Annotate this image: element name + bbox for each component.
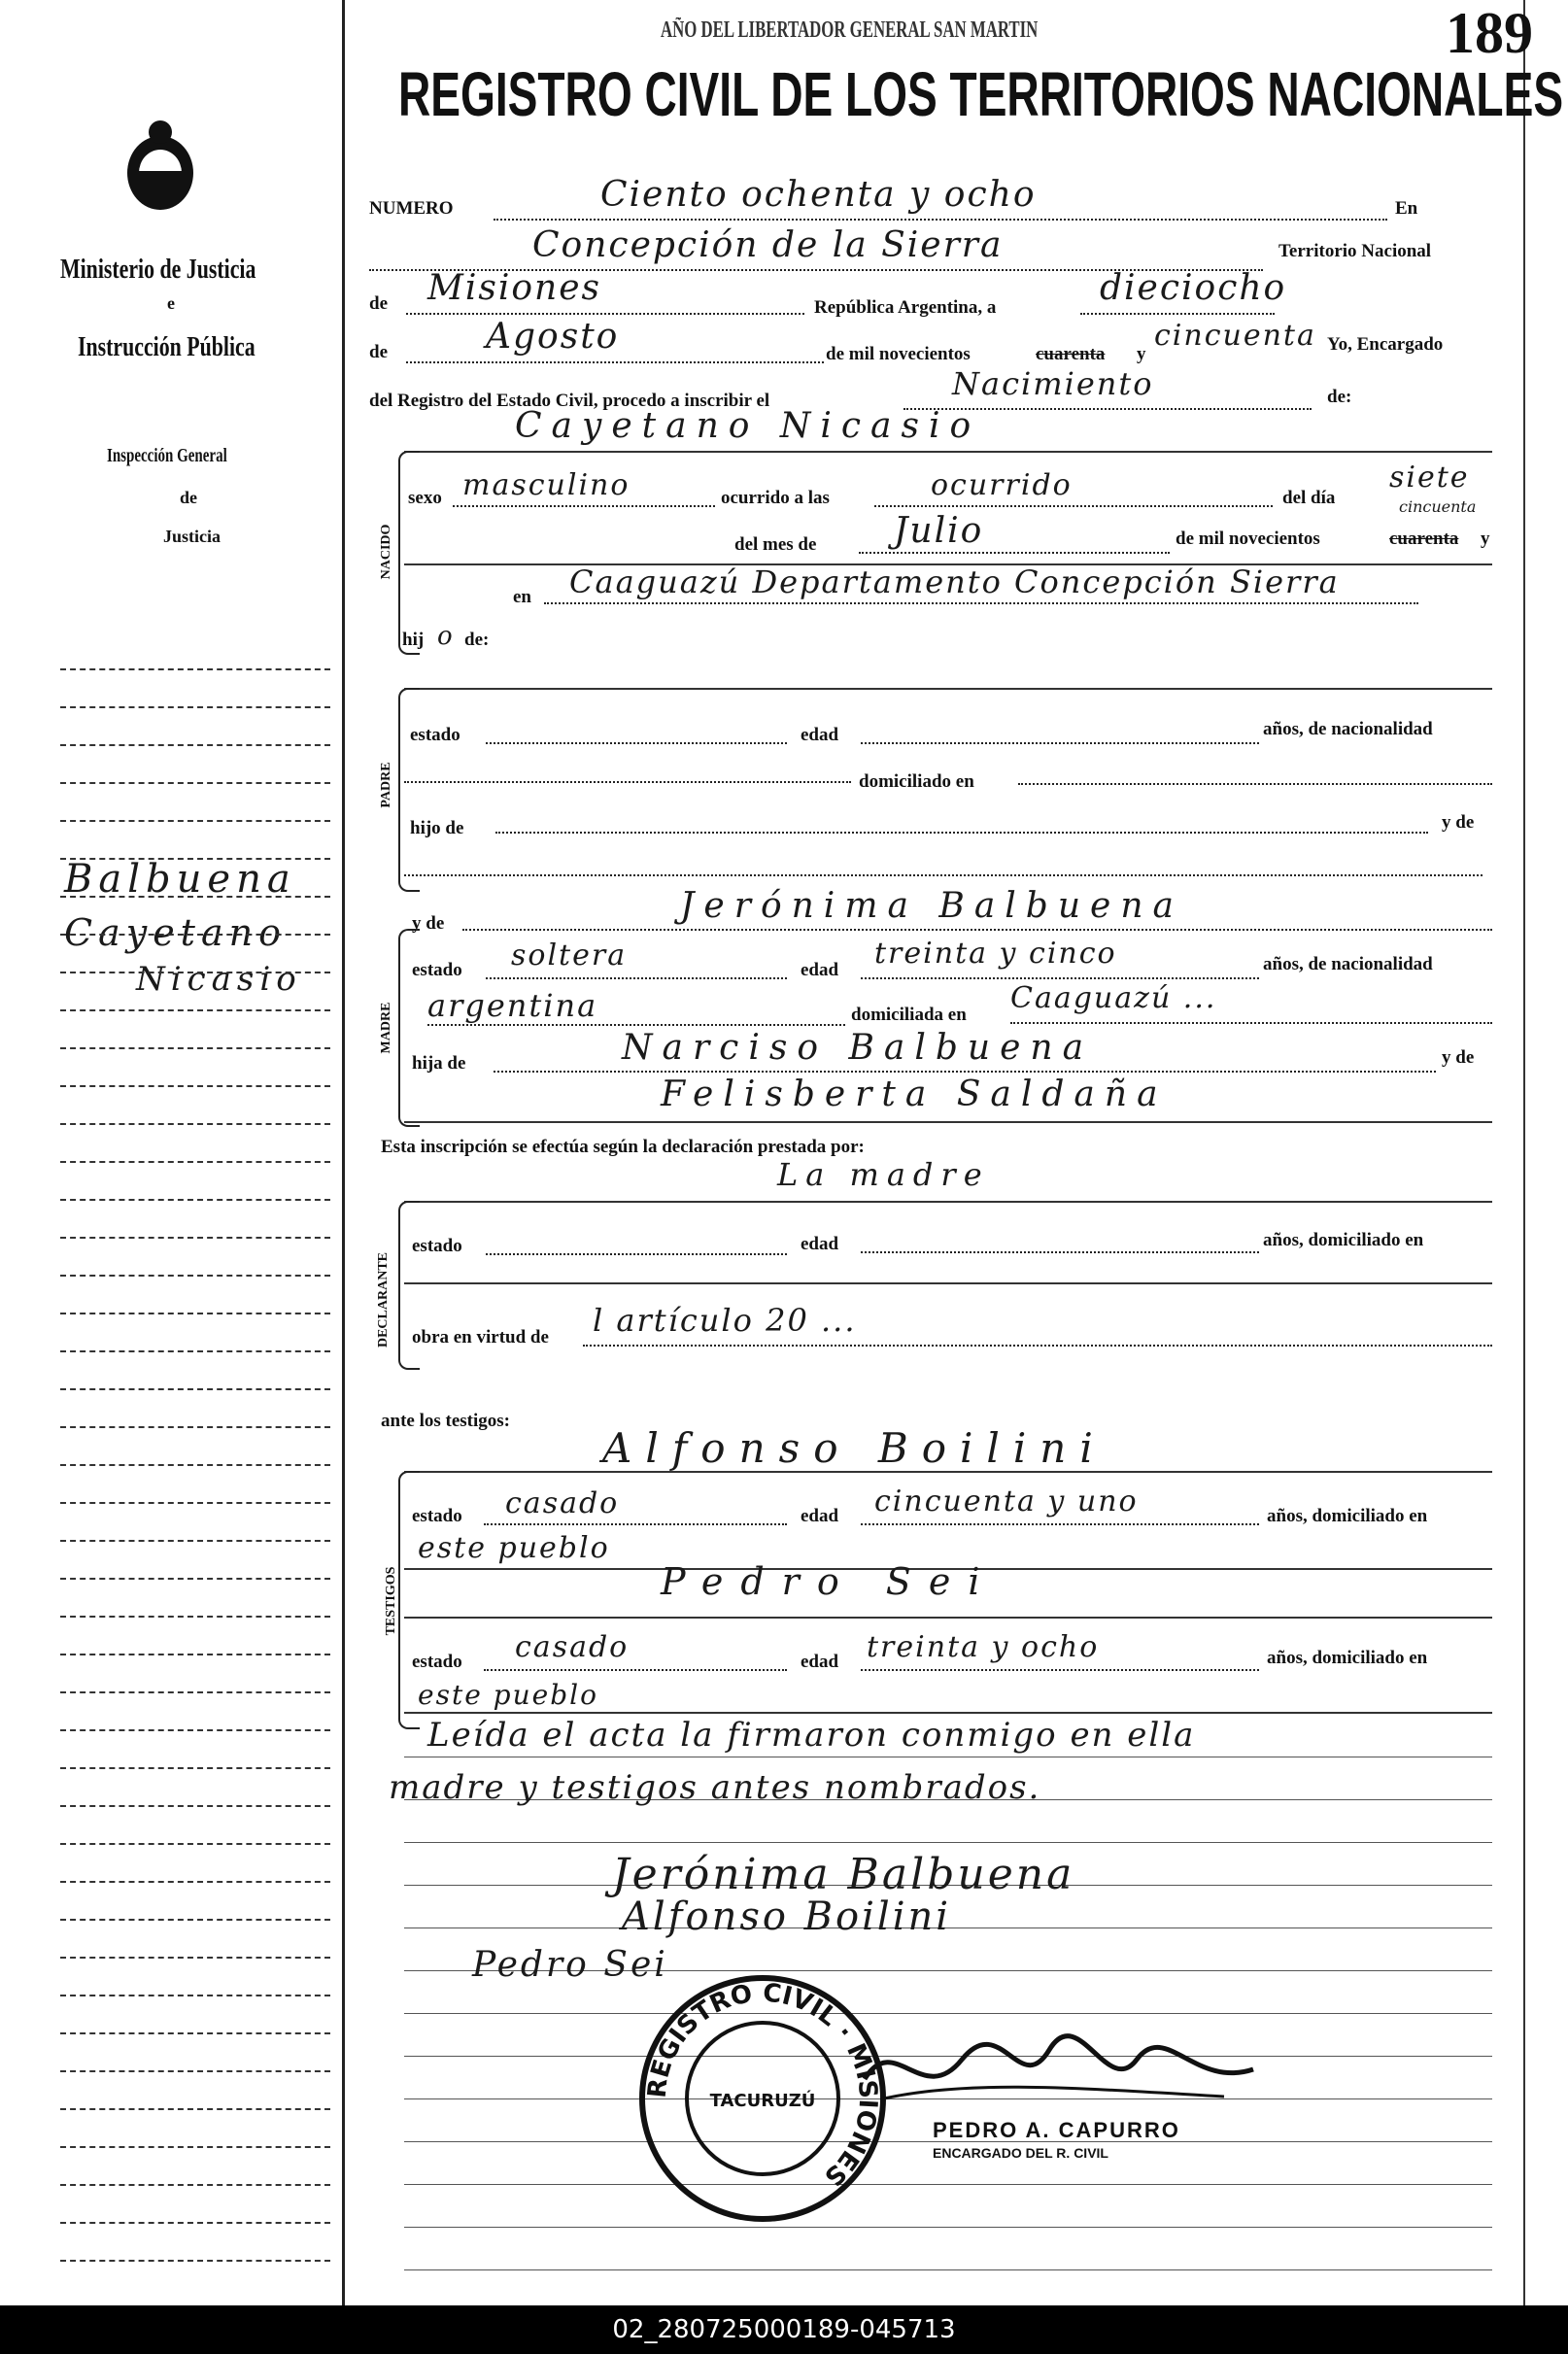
t1-estado-label: estado [412, 1506, 462, 1526]
top-banner: AÑO DEL LIBERTADOR GENERAL SAN MARTIN [661, 17, 1039, 43]
signature-1: Jerónima Balbuena [612, 1850, 1075, 1899]
ocurrido-label: ocurrido a las [721, 488, 830, 508]
sexo-label: sexo [408, 488, 442, 508]
sidebar-ruled-line [60, 1426, 330, 1428]
lugar-value: Concepción de la Sierra [532, 225, 1004, 265]
numero-dots [494, 219, 1387, 221]
sidebar-ruled-line [60, 896, 330, 898]
signature-3: Pedro Sei [472, 1945, 668, 1985]
sidebar-ruled-line [60, 782, 330, 784]
margin-rule-left [342, 0, 345, 2305]
padre-estado-dots [486, 742, 787, 744]
sidebar-ruled-line [60, 1805, 330, 1807]
t1-edad-dots [861, 1523, 1259, 1525]
stamp-center-text: TACURUZÚ [709, 2091, 816, 2111]
madre-nac-dots [427, 1024, 845, 1026]
sidebar-ruled-line [60, 972, 330, 973]
sidebar-ruled-line [60, 1995, 330, 1996]
closing-ruled-line [404, 2184, 1492, 2185]
t2-estado-label: estado [412, 1652, 462, 1672]
sexo-value: masculino [462, 468, 631, 502]
sidebar-ruled-line [60, 1957, 330, 1959]
madre-estado-value: soltera [511, 938, 628, 972]
sidebar-ruled-line [60, 1313, 330, 1314]
madre-nombre-dots [462, 929, 1492, 931]
padre-dom-dots [1018, 783, 1492, 785]
madre-madre-value: Felisberta Saldaña [661, 1075, 1168, 1114]
margin-rule-right [1523, 0, 1525, 2305]
sidebar-ruled-line [60, 1237, 330, 1239]
declarante-obra-label: obra en virtud de [412, 1327, 549, 1348]
declarante-obra-dots [583, 1345, 1492, 1347]
stamp-ring-text: REGISTRO CIVIL · MISIONES [642, 1978, 883, 2192]
t2-anios-label: años, domiciliado en [1267, 1648, 1428, 1668]
padre-hijo-label: hijo de [410, 818, 464, 838]
closing-line2: madre y testigos antes nombrados. [389, 1768, 1041, 1807]
t1-anios-label: años, domiciliado en [1267, 1506, 1428, 1526]
officer-title: ENCARGADO DEL R. CIVIL [933, 2145, 1108, 2161]
nacido-cuarenta-struck: cuarenta [1389, 529, 1459, 549]
republica-label: República Argentina, a [814, 297, 997, 318]
declarante-estado-label: estado [412, 1236, 462, 1256]
territorio-label: Territorio Nacional [1278, 241, 1432, 261]
dia-dots [1080, 313, 1275, 315]
sidebar-ruled-line [60, 1616, 330, 1618]
padre-domiciliado-label: domiciliado en [859, 771, 974, 792]
closing-line1: Leída el acta la firmaron conmigo en ella [427, 1716, 1196, 1755]
sexo-dots [453, 505, 715, 507]
sidebar-ruled-line [60, 1388, 330, 1390]
nacido-section-label: NACIDO [379, 524, 393, 580]
sidebar-ruled-line [60, 820, 330, 822]
nacido-bracket [398, 451, 420, 655]
t2-estado-dots [484, 1669, 787, 1671]
testigos-section-label: TESTIGOS [384, 1566, 398, 1636]
margin-note-line1: Balbuena [64, 857, 296, 902]
madre-hija-label: hija de [412, 1053, 466, 1074]
nacido-y-label: y [1481, 529, 1490, 549]
testigos-intro: ante los testigos: [381, 1411, 510, 1431]
territorio-dots [406, 313, 804, 315]
padre-hijo-dots [495, 832, 1428, 834]
padre-section-label: PADRE [379, 762, 393, 808]
sidebar-ruled-line [60, 1085, 330, 1087]
madre-rule-bottom [404, 1121, 1492, 1123]
de-label-1: de [369, 293, 388, 314]
dia-value: dieciocho [1100, 268, 1287, 308]
t1-domicilio-value: este pueblo [418, 1531, 610, 1565]
sidebar-ruled-line [60, 1123, 330, 1125]
sidebar-ruled-line [60, 1767, 330, 1769]
nacido-dia-value: siete [1389, 461, 1470, 495]
t1-edad-value: cincuenta y uno [874, 1484, 1139, 1518]
sidebar-ruled-line [60, 1881, 330, 1883]
nacido-en-label: en [513, 587, 531, 607]
document-code-footer: 02_280725000189-045713 [0, 2305, 1568, 2354]
sidebar-ruled-line [60, 1350, 330, 1352]
declarante-edad-label: edad [801, 1234, 839, 1254]
padre-rule-top [404, 688, 1492, 690]
ministry-line2: e [167, 293, 175, 313]
nacido-mes-dots [859, 552, 1170, 554]
madre-y-de-label: y de [412, 913, 445, 934]
madre-nacionalidad-value: argentina [427, 987, 598, 1024]
t1-estado-dots [484, 1523, 787, 1525]
sidebar-ruled-line [60, 706, 330, 708]
t2-domicilio-value: este pueblo [418, 1679, 598, 1711]
nacido-dia-note: cincuenta [1399, 497, 1477, 516]
margin-note-line3: Nicasio [136, 960, 302, 999]
sidebar-ruled-line [60, 934, 330, 936]
declarante-estado-dots [486, 1253, 787, 1255]
page-number: 189 [1446, 1, 1533, 65]
de-label-2: de [369, 342, 388, 362]
nacido-lugar-value: Caaguazú Departamento Concepción Sierra [569, 563, 1340, 600]
cuarenta-struck: cuarenta [1036, 344, 1106, 364]
sidebar-ruled-line [60, 2146, 330, 2148]
declarante-obra-value: l artículo 20 ... [593, 1302, 857, 1339]
sidebar-ruled-line [60, 2184, 330, 2186]
t2-rule-top [404, 1617, 1492, 1619]
sidebar-ruled-line [60, 1047, 330, 1049]
madre-estado-label: estado [412, 960, 462, 980]
ocurrido-value: ocurrido [931, 468, 1073, 502]
sidebar-ruled-line [60, 1540, 330, 1542]
declarante-edad-dots [861, 1251, 1259, 1253]
sidebar-ruled-line [60, 1654, 330, 1655]
signature-2: Alfonso Boilini [622, 1894, 952, 1939]
numero-value: Ciento ochenta y ocho [600, 175, 1037, 215]
madre-edad-label: edad [801, 960, 839, 980]
inspection-line2: de [180, 488, 197, 507]
hijo-value: o [437, 622, 455, 651]
sidebar-ruled-line [60, 1691, 330, 1693]
madre-bracket [398, 929, 420, 1127]
madre-dom-dots [1010, 1022, 1492, 1024]
dia-label: del día [1282, 488, 1336, 508]
t2-rule-bottom [404, 1712, 1492, 1714]
nacido-lugar-dots [544, 602, 1418, 604]
registro-label: del Registro del Estado Civil, procedo a inscribir el [369, 391, 770, 411]
t2-estado-value: casado [515, 1630, 630, 1664]
t2-edad-value: treinta y ocho [867, 1630, 1100, 1664]
testigo1-nombre: Alfonso Boilini [602, 1424, 1107, 1472]
territorio-value: Misiones [427, 268, 602, 308]
sidebar-ruled-line [60, 858, 330, 860]
sidebar-ruled-line [60, 1464, 330, 1466]
nacido-mes-value: Julio [894, 511, 984, 551]
sidebar-ruled-line [60, 1578, 330, 1580]
margin-note-line2: Cayetano [64, 911, 287, 954]
sidebar-ruled-line [60, 744, 330, 746]
mil-label: de mil novecientos [826, 344, 971, 364]
y-label-1: y [1137, 344, 1146, 364]
madre-edad-dots [861, 977, 1259, 979]
declarante-section-label: DECLARANTE [376, 1252, 391, 1348]
declarante-rule-top [404, 1201, 1492, 1203]
coat-of-arms-icon [117, 117, 204, 214]
sidebar-ruled-line [60, 2108, 330, 2110]
sidebar-ruled-line [60, 2260, 330, 2262]
t1-edad-label: edad [801, 1506, 839, 1526]
closing-ruled-line [404, 2269, 1492, 2270]
ministry-line1: Ministerio de Justicia [60, 255, 256, 285]
sidebar-ruled-line [60, 1275, 330, 1277]
padre-nac-dots [404, 781, 851, 783]
numero-label: NUMERO [369, 198, 454, 219]
de-colon: de: [1327, 387, 1352, 407]
closing-ruled-line [404, 1842, 1492, 1843]
sidebar-ruled-line [60, 1729, 330, 1731]
sidebar-ruled-line [60, 1843, 330, 1845]
declarante-intro: Esta inscripción se efectúa según la declaración prestada por: [381, 1137, 865, 1157]
officer-name: PEDRO A. CAPURRO [933, 2118, 1180, 2142]
madre-edad-value: treinta y cinco [874, 937, 1117, 971]
madre-domicilio-value: Caaguazú ... [1010, 981, 1217, 1015]
declarante-nombre-value: La madre [777, 1156, 990, 1193]
mes-value: Agosto [486, 317, 620, 357]
nacido-anio-label: de mil novecientos [1176, 529, 1320, 549]
anio-value: cincuenta [1154, 319, 1316, 353]
sidebar-ruled-line [60, 1161, 330, 1163]
madre-padre-dots [494, 1071, 1436, 1073]
t2-edad-dots [861, 1669, 1259, 1671]
ocurrido-dots [874, 505, 1273, 507]
madre-padre-value: Narciso Balbuena [622, 1028, 1094, 1068]
madre-estado-dots [486, 977, 787, 979]
declarante-rule-mid [404, 1282, 1492, 1284]
padre-bracket [398, 688, 420, 892]
mes-label: del mes de [734, 534, 817, 555]
sidebar-ruled-line [60, 1502, 330, 1504]
acto-value: Nacimiento [952, 365, 1154, 402]
hijo-suffix: de: [464, 630, 490, 650]
t1-estado-value: casado [505, 1486, 620, 1520]
testigo2-nombre: Pedro Sei [661, 1560, 998, 1603]
hijo-label: hij [402, 630, 425, 650]
sidebar-ruled-line [60, 2032, 330, 2034]
padre-estado-label: estado [410, 725, 460, 745]
madre-domiciliada-label: domiciliada en [851, 1005, 967, 1025]
nombre-rule [404, 451, 1492, 453]
officer-signature-icon [855, 2021, 1263, 2118]
closing-ruled-line [404, 2013, 1492, 2014]
en-label: En [1395, 198, 1418, 219]
t2-edad-label: edad [801, 1652, 839, 1672]
padre-yde-dots [404, 874, 1483, 876]
inspection-line1: Inspección General [107, 445, 227, 466]
padre-edad-label: edad [801, 725, 839, 745]
padre-edad-dots [861, 742, 1259, 744]
madre-anios-label: años, de nacionalidad [1263, 954, 1433, 974]
mes-dots [406, 361, 824, 363]
padre-anios-label: años, de nacionalidad [1263, 719, 1433, 739]
sidebar-ruled-line [60, 2070, 330, 2072]
madre-nombre-value: Jerónima Balbuena [680, 886, 1183, 926]
testigos-rule-top [404, 1471, 1492, 1473]
ministry-line3: Instrucción Pública [78, 332, 256, 362]
sidebar-ruled-line [60, 2222, 330, 2224]
sidebar-ruled-line [60, 668, 330, 670]
madre-section-label: MADRE [379, 1002, 393, 1054]
sidebar-ruled-line [60, 1009, 330, 1011]
inspection-line3: Justicia [163, 527, 222, 546]
madre-y-de-label2: y de [1442, 1047, 1475, 1068]
sidebar-ruled-line [60, 1919, 330, 1921]
registry-stamp-icon [636, 1972, 889, 2225]
yo-label: Yo, Encargado [1327, 334, 1444, 355]
sidebar-ruled-line [60, 1199, 330, 1201]
closing-ruled-line [404, 2227, 1492, 2228]
padre-y-de-label: y de [1442, 812, 1475, 833]
nombre-value: Cayetano Nicasio [515, 406, 981, 446]
declarante-anios-label: años, domiciliado en [1263, 1230, 1424, 1250]
page-title: REGISTRO CIVIL DE LOS TERRITORIOS NACIONALES [398, 59, 1564, 129]
